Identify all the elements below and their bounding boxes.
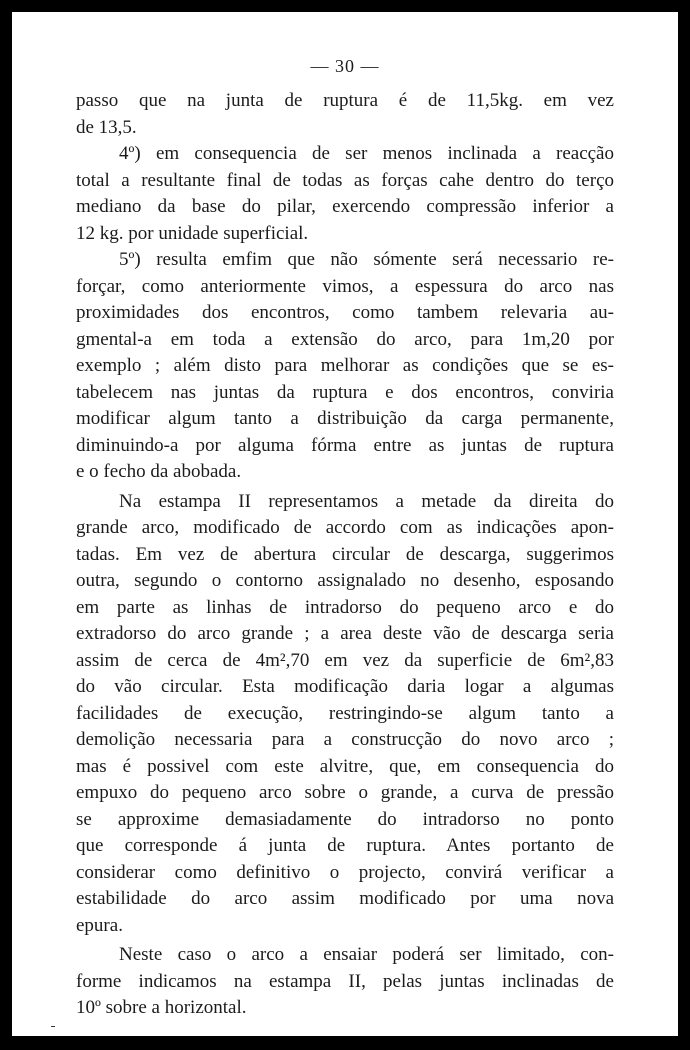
paragraph [76,942,614,1022]
text-line: 10º sobre a horizontal. [76,997,247,1018]
print-mark [51,1026,55,1027]
text-line: Neste caso o arco a ensaiar poderá ser limitado, con- [119,944,614,965]
text-line: do vão circular. Esta modificação daria logar a algumas [76,676,614,697]
paragraph [76,489,614,940]
paragraph [76,88,614,141]
text-line: de 13,5. [76,116,137,138]
paragraph [76,247,614,486]
text-line: epura. [76,914,123,936]
paragraph [76,141,614,247]
text-line: em parte as linhas de intradorso do pequeno arco e do [76,596,614,618]
text-line: forçar, como anteriormente vimos, a espessura do arco nas [76,275,614,297]
text-line: se approxime demasiadamente do intradorso no ponto [76,808,614,830]
text-line: mediano da base do pilar, exercendo compressão inferior a [76,196,614,217]
text-line: e o fecho da abobada. [76,461,242,482]
text-line: 5º) resulta emfim que não sómente será necessario re- [119,249,614,270]
text-line: gmental-a em toda a extensão do arco, para 1m,20 por [76,328,614,350]
text-line: grande arco, modificado de accordo com as indicações apon- [76,517,614,538]
text-line: 12 kg. por unidade superficial. [76,222,309,244]
text-line: demolição necessaria para a construcção do novo arco ; [76,729,614,750]
text-line: total a resultante final de todas as forças cahe dentro do terço [76,169,614,191]
text-line: extradorso do arco grande ; a area deste vão de descarga seria [76,623,614,644]
text-line: exemplo ; além disto para melhorar as condições que se es- [76,355,614,376]
text-line: outra, segundo o contorno assignalado no desenho, esposando [76,570,614,591]
text-line: tadas. Em vez de abertura circular de descarga, suggerimos [76,543,614,565]
text-line: facilidades de execução, restringindo-se algum tanto a [76,702,614,724]
text-line: empuxo do pequeno arco sobre o grande, a curva de pressão [76,782,614,803]
book-page [12,12,678,1036]
text-line: passo que na junta de ruptura é de 11,5kg. em vez [76,90,614,111]
text-line: assim de cerca de 4m²,70 em vez da superficie de 6m²,83 [76,649,614,671]
text-line: considerar como definitivo o projecto, convirá verificar a [76,861,614,883]
text-line: proximidades dos encontros, como tambem relevaria au- [76,302,614,323]
text-line: modificar algum tanto a distribuição da carga permanente, [76,408,614,429]
text-line: forme indicamos na estampa II, pelas juntas inclinadas de [76,970,614,992]
page-number: — 30 — [310,56,380,76]
text-line: estabilidade do arco assim modificado por uma nova [76,888,614,909]
text-line: 4º) em consequencia de ser menos inclinada a reacção [119,143,614,164]
text-line: tabelecem nas juntas da ruptura e dos encontros, conviria [76,381,614,403]
text-line: diminuindo-a por alguma fórma entre as juntas de ruptura [76,434,614,456]
text-line: que corresponde á junta de ruptura. Antes portanto de [76,835,614,856]
text-line: Na estampa II representamos a metade da direita do [119,490,614,512]
page-text [76,88,614,1022]
text-line: mas é possivel com este alvitre, que, em consequencia do [76,755,614,777]
